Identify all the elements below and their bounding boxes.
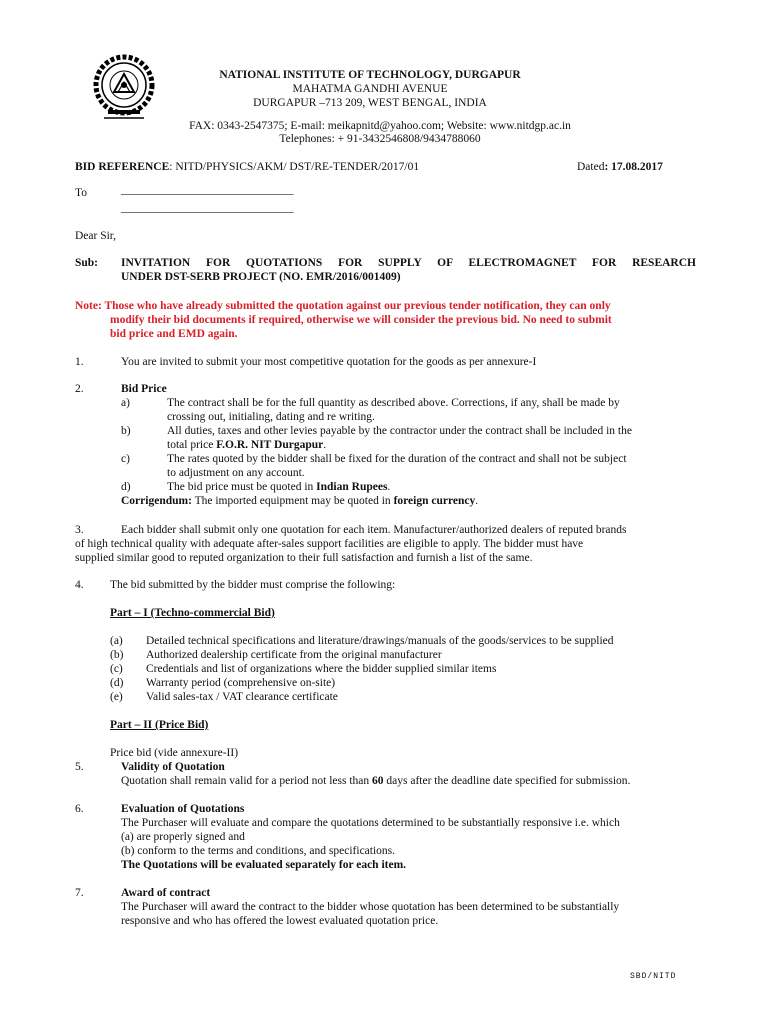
bid-reference-label: BID REFERENCE [75,161,170,173]
to-line-1: ______________________________ [121,184,294,196]
item-5-pre: Quotation shall remain valid for a period not less than [121,775,373,787]
item-2c-label: c) [121,453,130,465]
item-3-line-3: supplied similar good to reputed organization to their full satisfaction and furnish a list of the same. [75,552,533,564]
item-5-text [121,774,630,788]
part-1-item [110,648,710,662]
part-1-item [110,662,710,676]
part-1-item-label: (c) [110,663,123,675]
item-4-number: 4. [75,579,84,591]
bid-reference-value: : NITD/PHYSICS/AKM/ DST/RE-TENDER/2017/01 [169,161,420,173]
item-2d-line [167,480,390,494]
bid-date-label: Dated [577,161,605,173]
bid-reference [75,160,419,174]
part-1-item-label: (e) [110,691,123,703]
part-1-item-text: Detailed technical specifications and literature/drawings/manuals of the goods/services to be supplied [146,635,614,647]
item-2b-line-2 [167,438,326,452]
institute-phones: Telephones: + 91-3432546808/9434788060 [279,133,481,145]
part-1-item-label: (d) [110,677,124,689]
item-2c-line-2: to adjustment on any account. [167,467,305,479]
item-2b-label: b) [121,425,131,437]
part-1-item [110,676,710,690]
subject-line-1: INVITATION FOR QUOTATIONS FOR SUPPLY OF ELECTROMAGNET FOR RESEARCH [121,257,696,269]
institute-name: NATIONAL INSTITUTE OF TECHNOLOGY, DURGAPUR [219,69,521,81]
subject-line-2: UNDER DST-SERB PROJECT (NO. EMR/2016/001409) [121,271,401,283]
item-6-title: Evaluation of Quotations [121,803,245,815]
item-7-line-2: responsive and who has offered the lowest evaluated quotation price. [121,915,439,927]
item-7-title: Award of contract [121,887,211,899]
item-2d-post: . [387,481,391,493]
corrigendum-pre: The imported equipment may be quoted in [191,495,394,507]
part-1-title: Part – I (Techno-commercial Bid) [110,607,275,619]
subject-label: Sub: [75,257,99,269]
item-1-number: 1. [75,356,84,368]
item-3-line-1: Each bidder shall submit only one quotation for each item. Manufacturer/authorized dealers of reputed brands [121,524,627,536]
item-6-line-3: (b) conform to the terms and conditions, and specifications. [121,845,396,857]
bid-date-value: : 17.08.2017 [604,161,663,173]
part-1-list [110,634,710,704]
part-1-item-text: Authorized dealership certificate from the original manufacturer [146,649,442,661]
part-2-title: Part – II (Price Bid) [110,719,209,731]
item-2d-bold: Indian Rupees [316,481,388,493]
item-6-line-1: The Purchaser will evaluate and compare the quotations determined to be substantially responsive i.e. which [121,817,620,829]
item-1-text: You are invited to submit your most competitive quotation for the goods as per annexure-I [121,356,537,368]
item-5-number: 5. [75,761,84,773]
item-6-line-4: The Quotations will be evaluated separately for each item. [121,859,407,871]
note-line-3: bid price and EMD again. [110,328,238,340]
institute-city: DURGAPUR –713 209, WEST BENGAL, INDIA [253,97,487,109]
item-2-title: Bid Price [121,383,167,395]
part-1-item-label: (b) [110,649,124,661]
item-5-bold: 60 [372,775,384,787]
item-2b-line-1: All duties, taxes and other levies payable by the contractor under the contract shall be included in the [167,425,632,437]
to-label: To [75,187,87,199]
item-5-post: days after the deadline date specified for submission. [383,775,631,787]
part-1-item-label: (a) [110,635,123,647]
note-line-2: modify their bid documents if required, otherwise we will consider the previous bid. No need to submit [110,314,612,326]
part-1-item [110,634,710,648]
part-2-text: Price bid (vide annexure-II) [110,747,239,759]
item-7-number: 7. [75,887,84,899]
corrigendum [121,494,478,508]
item-2a-line-1: The contract shall be for the full quantity as described above. Corrections, if any, shall be made by [167,397,620,409]
item-2a-label: a) [121,397,130,409]
corrigendum-post: . [475,495,479,507]
corrigendum-bold: foreign currency [393,495,476,507]
bid-date [577,160,663,174]
note-line-1: Note: Those who have already submitted the quotation against our previous tender notification, they can only [75,300,611,312]
part-1-item-text: Warranty period (comprehensive on-site) [146,677,336,689]
part-1-item [110,690,710,704]
footer-code: SBD/NITD [630,972,677,981]
part-1-item-text: Credentials and list of organizations where the bidder supplied similar items [146,663,497,675]
item-2b-post: . [323,439,327,451]
corrigendum-label: Corrigendum: [121,495,192,507]
item-6-line-2: (a) are properly signed and [121,831,245,843]
item-2d-pre: The bid price must be quoted in [167,481,317,493]
item-6-number: 6. [75,803,84,815]
item-2b-pre: total price [167,439,217,451]
institute-contact: FAX: 0343-2547375; E-mail: meikapnitd@yahoo.com; Website: www.nitdgp.ac.in [189,120,571,132]
item-4-text: The bid submitted by the bidder must comprise the following: [110,579,396,591]
item-3-line-2: of high technical quality with adequate after-sales support facilities are eligible to apply. The bidder must have [75,538,584,550]
part-1-item-text: Valid sales-tax / VAT clearance certificate [146,691,338,703]
item-7-line-1: The Purchaser will award the contract to the bidder whose quotation has been determined to be substantially [121,901,620,913]
item-2d-label: d) [121,481,131,493]
item-2c-line-1: The rates quoted by the bidder shall be fixed for the duration of the contract and shall not be subject [167,453,627,465]
to-line-2: ______________________________ [121,202,294,214]
institute-street: MAHATMA GANDHI AVENUE [292,83,448,95]
item-3-number: 3. [75,524,84,536]
item-2b-bold: F.O.R. NIT Durgapur [216,439,324,451]
salutation: Dear Sir, [75,230,117,242]
item-2a-line-2: crossing out, initialing, dating and re writing. [167,411,375,423]
item-5-title: Validity of Quotation [121,761,225,773]
item-2-number: 2. [75,383,84,395]
